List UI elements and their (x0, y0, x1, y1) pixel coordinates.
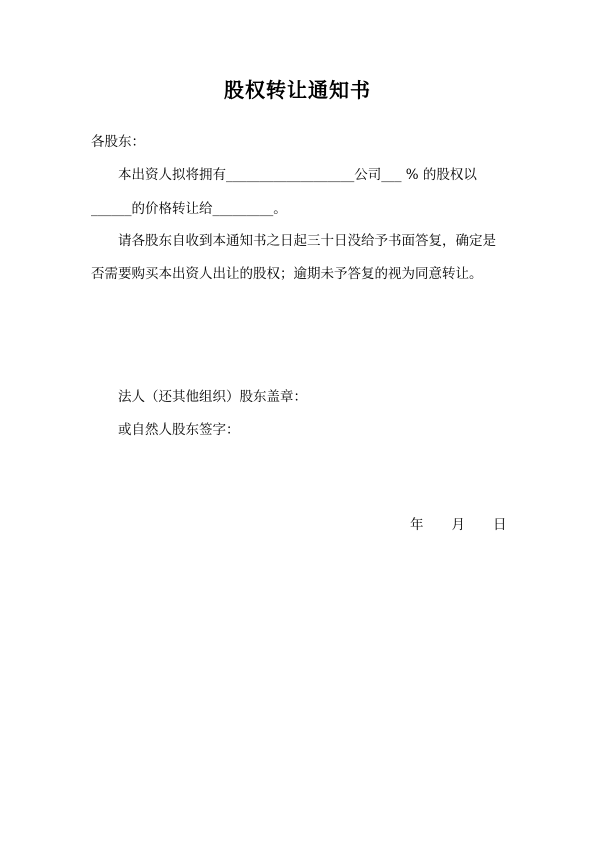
date-day-label: 日 (493, 517, 507, 533)
salutation: 各股东： (91, 134, 145, 150)
date-month-label: 月 (451, 517, 465, 533)
paragraph-2-line-2: 否需要购买本出资人出让的股权；逾期未予答复的视为同意转让。 (91, 266, 483, 282)
date-year-label: 年 (410, 517, 424, 533)
paragraph-1-line-1: 本出资人拟将拥有___________________公司___ % 的股权以 (118, 167, 477, 183)
date-line (410, 516, 507, 534)
document-title: 股权转让通知书 (224, 78, 371, 102)
natural-person-signature-label: 或自然人股东签字： (118, 422, 240, 438)
paragraph-2-line-1: 请各股东自收到本通知书之日起三十日没给予书面答复，确定是 (118, 233, 496, 249)
paragraph-1-line-2: ______的价格转让给_________。 (91, 201, 287, 217)
legal-person-seal-label: 法人（还其他组织）股东盖章： (118, 389, 307, 405)
